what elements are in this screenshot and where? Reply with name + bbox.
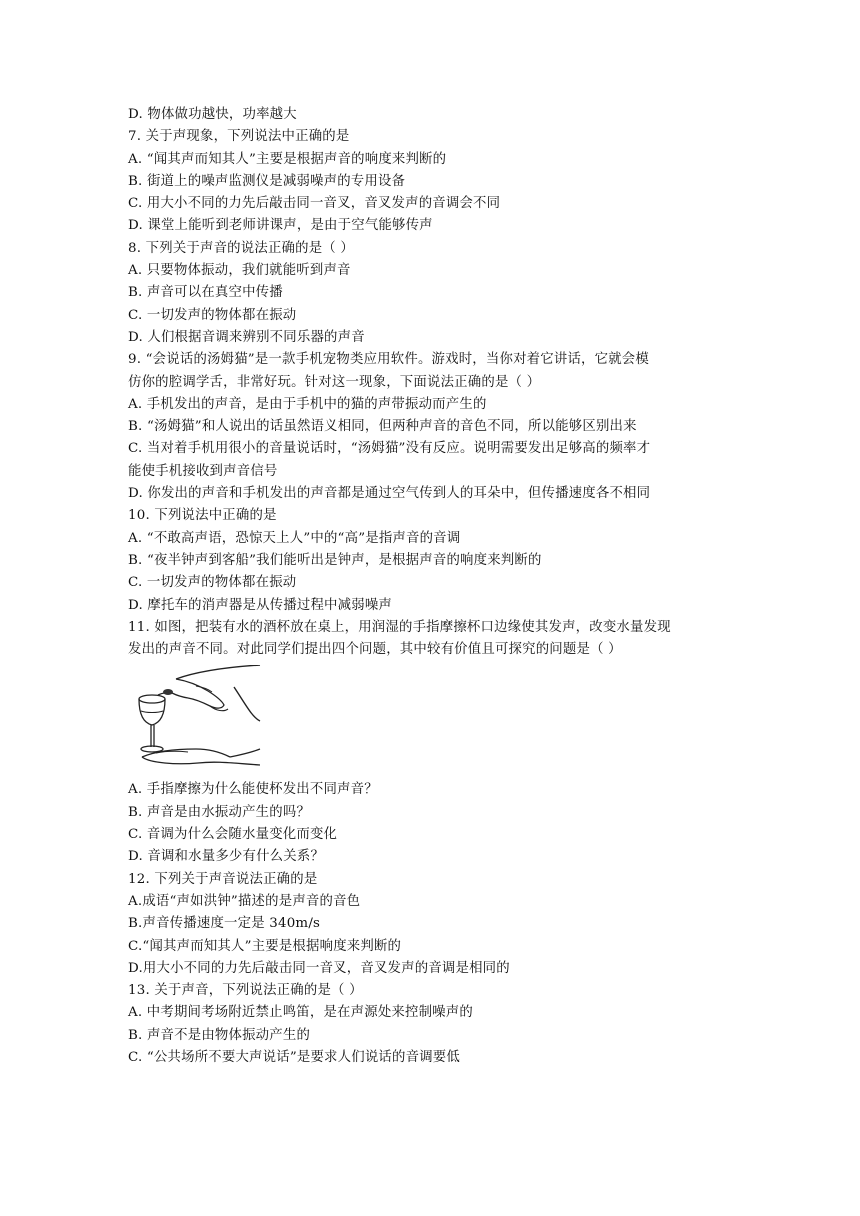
question-11-option-d: D. 音调和水量多少有什么关系？ bbox=[128, 849, 325, 865]
wine-glass-finger-figure-icon bbox=[136, 665, 268, 773]
question-10-option-b: B. “夜半钟声到客船”我们能听出是钟声，是根据声音的响度来判断的 bbox=[128, 552, 542, 568]
question-8-stem: 8. 下列关于声音的说法正确的是（ ） bbox=[128, 240, 354, 256]
question-10-option-d: D. 摩托车的消声器是从传播过程中减弱噪声 bbox=[128, 597, 393, 613]
question-13-option-b: B. 声音不是由物体振动产生的 bbox=[128, 1027, 311, 1043]
question-9-option-c-line-2: 能使手机接收到声音信号 bbox=[128, 463, 278, 479]
question-12-option-a: A.成语“声如洪钟”描述的是声音的音色 bbox=[128, 893, 361, 909]
question-9-option-d: D. 你发出的声音和手机发出的声音都是通过空气传到人的耳朵中，但传播速度各不相同 bbox=[128, 486, 651, 502]
question-11-stem-line-2: 发出的声音不同。对此同学们提出四个问题，其中较有价值且可探究的问题是（ ） bbox=[128, 642, 622, 658]
question-7-option-b: B. 街道上的噪声监测仪是减弱噪声的专用设备 bbox=[128, 173, 406, 189]
question-11-option-a: A. 手指摩擦为什么能使杯发出不同声音？ bbox=[128, 782, 378, 798]
question-7-option-a: A. “闻其声而知其人”主要是根据声音的响度来判断的 bbox=[128, 151, 447, 167]
question-8-option-c: C. 一切发声的物体都在振动 bbox=[128, 307, 297, 323]
question-8-option-a: A. 只要物体振动，我们就能听到声音 bbox=[128, 263, 351, 279]
question-8-option-d: D. 人们根据音调来辨别不同乐器的声音 bbox=[128, 329, 365, 345]
question-11-stem-line-1: 11. 如图，把装有水的酒杯放在桌上，用润湿的手指摩擦杯口边缘使其发声，改变水量发现 bbox=[128, 619, 671, 635]
question-11-option-c: C. 音调为什么会随水量变化而变化 bbox=[128, 827, 338, 843]
question-9-stem-line-2: 仿你的腔调学舌，非常好玩。针对这一现象，下面说法正确的是（ ） bbox=[128, 374, 541, 390]
question-13-stem: 13. 关于声音，下列说法正确的是（ ） bbox=[128, 983, 363, 999]
question-12-option-d: D.用大小不同的力先后敲击同一音叉，音叉发声的音调是相同的 bbox=[128, 960, 510, 976]
text-line: D. 物体做功越快，功率越大 bbox=[128, 107, 297, 122]
question-13-option-c: C. “公共场所不要大声说话”是要求人们说话的音调要低 bbox=[128, 1049, 460, 1065]
question-12-option-b: B.声音传播速度一定是 340m/s bbox=[128, 916, 321, 932]
question-9-option-b: B. “汤姆猫”和人说出的话虽然语义相同，但两种声音的音色不同，所以能够区别出来 bbox=[128, 419, 637, 435]
question-10-option-c: C. 一切发声的物体都在振动 bbox=[128, 575, 297, 591]
question-9-stem-line-1: 9. “会说话的汤姆猫”是一款手机宠物类应用软件。游戏时，当你对着它讲话，它就会模 bbox=[128, 352, 649, 368]
question-9-option-c-line-1: C. 当对着手机用很小的音量说话时，“汤姆猫”没有反应。说明需要发出足够高的频率才 bbox=[128, 441, 651, 457]
question-9-option-a: A. 手机发出的声音，是由于手机中的猫的声带振动而产生的 bbox=[128, 396, 487, 412]
question-7-stem: 7. 关于声现象，下列说法中正确的是 bbox=[128, 129, 350, 145]
question-11-option-b: B. 声音是由水振动产生的吗？ bbox=[128, 804, 311, 820]
question-13-option-a: A. 中考期间考场附近禁止鸣笛，是在声源处来控制噪声的 bbox=[128, 1005, 473, 1021]
question-12-option-c: C.“闻其声而知其人”主要是根据响度来判断的 bbox=[128, 938, 402, 954]
question-10-stem: 10. 下列说法中正确的是 bbox=[128, 508, 277, 524]
question-7-option-c: C. 用大小不同的力先后敲击同一音叉，音叉发声的音调会不同 bbox=[128, 196, 501, 212]
question-10-option-a: A. “不敢高声语，恐惊天上人”中的“高”是指声音的音调 bbox=[128, 530, 461, 546]
question-7-option-d: D. 课堂上能听到老师讲课声，是由于空气能够传声 bbox=[128, 218, 433, 234]
question-text-block bbox=[128, 104, 748, 1069]
question-11-figure bbox=[128, 661, 748, 779]
question-12-stem: 12. 下列关于声音说法正确的是 bbox=[128, 871, 318, 887]
question-8-option-b: B. 声音可以在真空中传播 bbox=[128, 285, 283, 301]
